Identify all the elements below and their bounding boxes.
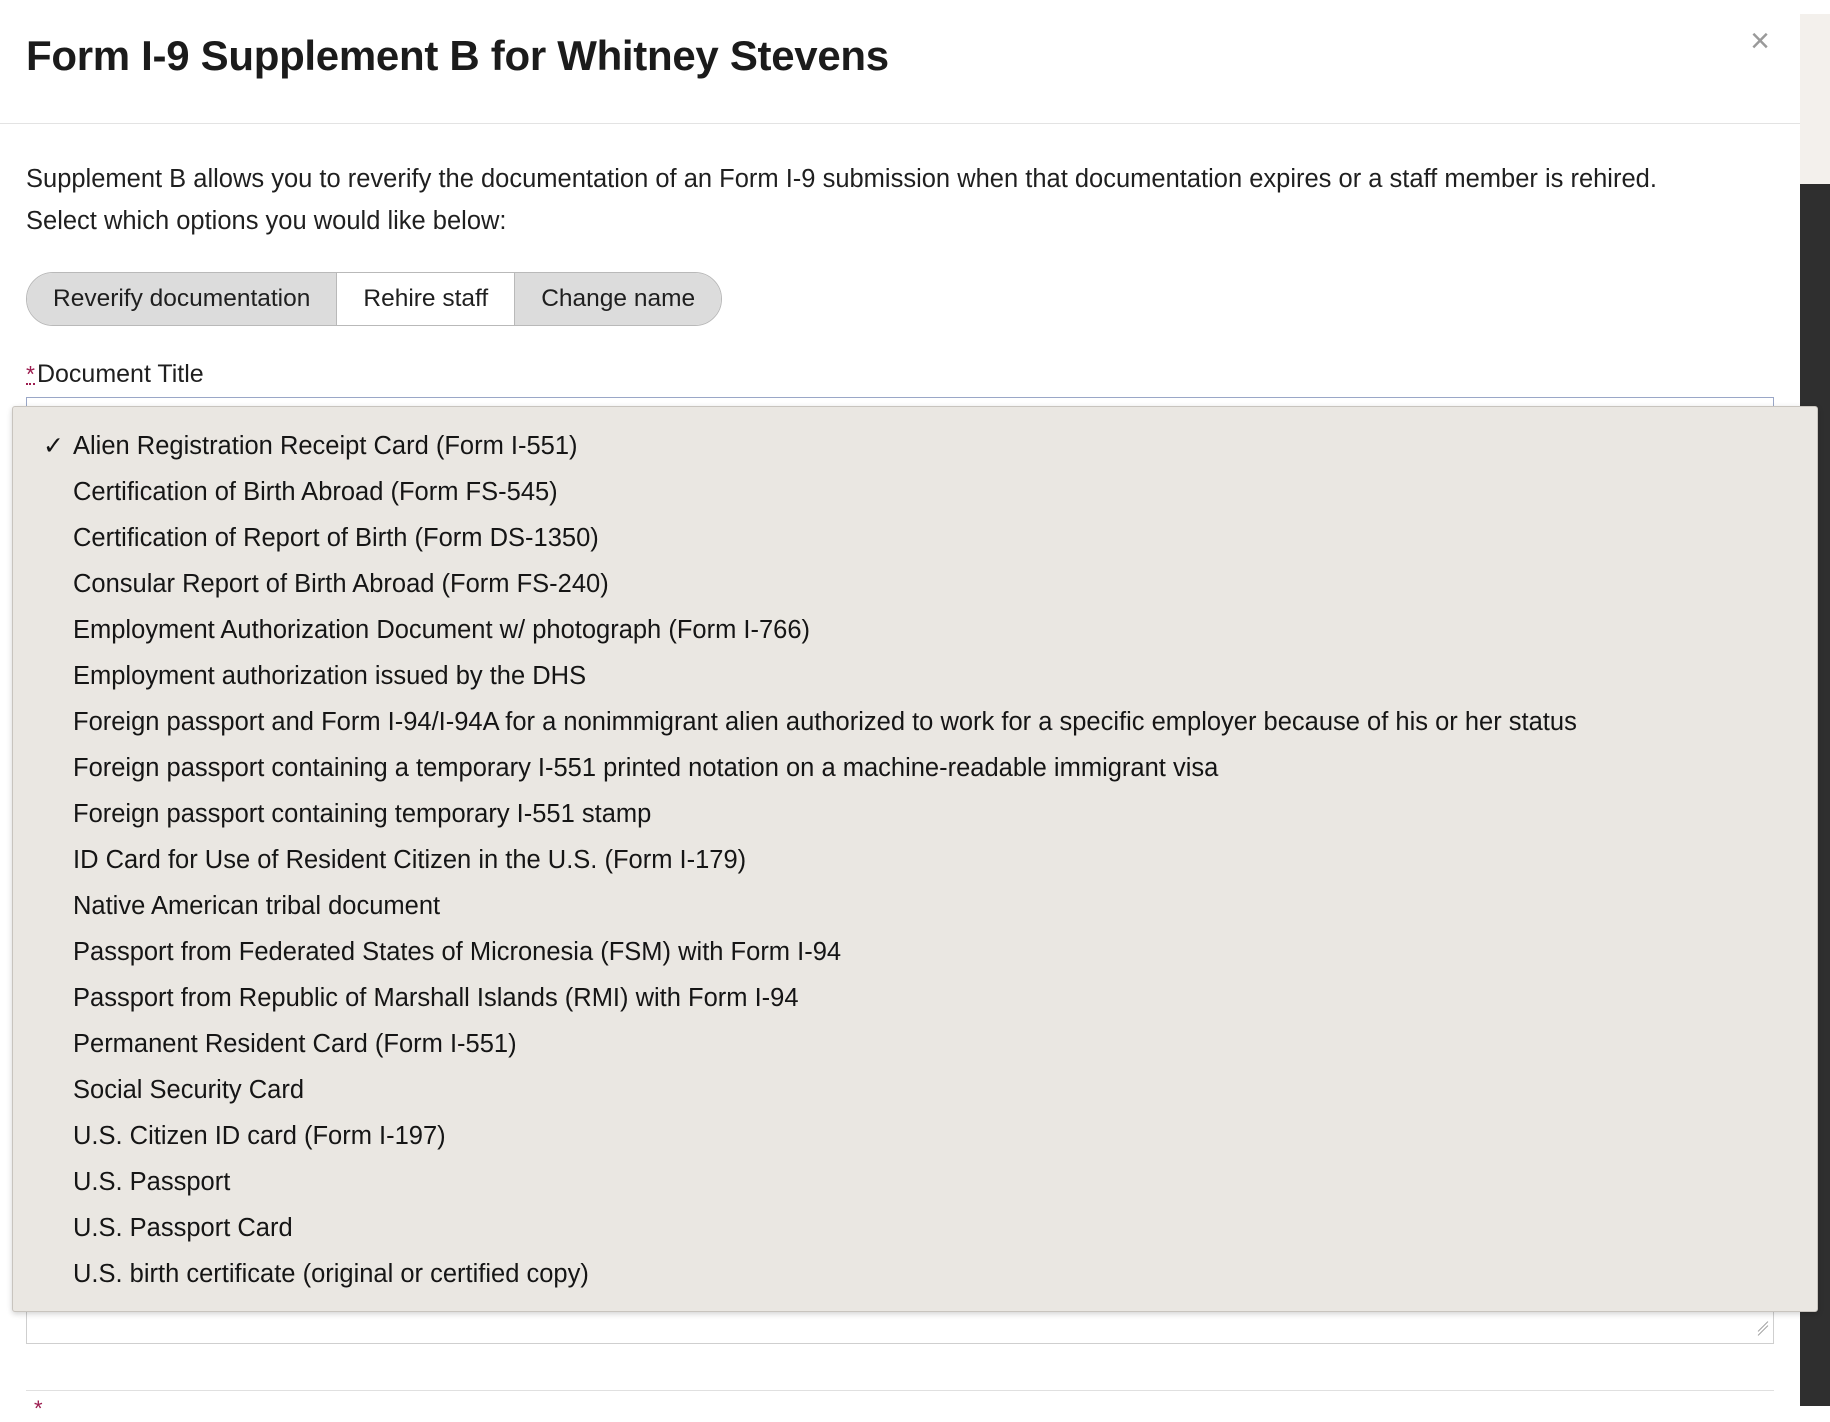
list-item[interactable] (13, 607, 1817, 653)
list-item[interactable] (13, 1159, 1817, 1205)
footer-required-asterisk-icon: * (34, 1396, 43, 1421)
footer-divider (26, 1390, 1774, 1391)
check-icon: ✓ (43, 432, 64, 460)
list-item[interactable] (13, 469, 1817, 515)
list-item[interactable] (13, 975, 1817, 1021)
list-item-label: U.S. birth certificate (original or certified copy) (73, 1260, 589, 1288)
list-item-label: Foreign passport and Form I-94/I-94A for a nonimmigrant alien authorized to work for a specific employer because of his or her status (73, 708, 1577, 736)
modal-header (0, 0, 1800, 124)
resize-handle-icon[interactable] (1756, 1326, 1770, 1340)
list-item-label: Social Security Card (73, 1076, 305, 1104)
list-item[interactable] (13, 745, 1817, 791)
list-item-label: Passport from Federated States of Micronesia (FSM) with Form I-94 (73, 938, 842, 966)
intro-text: Supplement B allows you to reverify the documentation of an Form I-9 submission when that documentation expires or a staff member is rehired. Select which options you would like below: (26, 165, 1657, 235)
document-title-label-text: Document Title (36, 360, 204, 388)
list-item-label: Alien Registration Receipt Card (Form I-551) (73, 432, 578, 460)
list-item[interactable] (13, 561, 1817, 607)
list-item-label: U.S. Passport (73, 1168, 231, 1196)
list-item-label: Employment authorization issued by the DHS (73, 662, 587, 690)
background-notch (1800, 0, 1830, 14)
background-panel-light (1800, 14, 1830, 184)
list-item-label: Foreign passport containing temporary I-551 stamp (73, 800, 652, 828)
document-title-label (26, 360, 1774, 389)
list-item-label: Native American tribal document (73, 892, 441, 920)
close-icon[interactable]: × (1750, 22, 1770, 60)
list-item[interactable] (13, 837, 1817, 883)
list-item[interactable] (13, 929, 1817, 975)
list-item-label: Permanent Resident Card (Form I-551) (73, 1030, 517, 1058)
document-title-dropdown-listbox[interactable] (12, 406, 1818, 1312)
segment-reverify-documentation[interactable]: Reverify documentation (27, 273, 337, 325)
list-item[interactable] (13, 1251, 1817, 1297)
list-item[interactable] (13, 791, 1817, 837)
list-item[interactable] (13, 699, 1817, 745)
list-item-label: Employment Authorization Document w/ photograph (Form I-766) (73, 616, 811, 644)
required-asterisk-icon: * (26, 361, 35, 387)
segment-rehire-staff[interactable]: Rehire staff (337, 273, 515, 325)
list-item[interactable] (13, 423, 1817, 469)
list-item-label: Passport from Republic of Marshall Islands (RMI) with Form I-94 (73, 984, 799, 1012)
list-item[interactable] (13, 1021, 1817, 1067)
list-item-label: Consular Report of Birth Abroad (Form FS-240) (73, 570, 609, 598)
option-segmented-control[interactable] (26, 272, 722, 326)
list-item-label: Certification of Birth Abroad (Form FS-545) (73, 478, 558, 506)
list-item[interactable] (13, 1205, 1817, 1251)
list-item[interactable] (13, 653, 1817, 699)
list-item-label: Certification of Report of Birth (Form DS-1350) (73, 524, 599, 552)
segment-change-name[interactable]: Change name (515, 273, 721, 325)
list-item[interactable] (13, 1067, 1817, 1113)
list-item[interactable] (13, 883, 1817, 929)
page-title: Form I-9 Supplement B for Whitney Stevens (26, 32, 889, 79)
list-item-label: U.S. Passport Card (73, 1214, 293, 1242)
list-item-label: U.S. Citizen ID card (Form I-197) (73, 1122, 446, 1150)
list-item[interactable] (13, 515, 1817, 561)
list-item[interactable] (13, 1113, 1817, 1159)
list-item-label: Foreign passport containing a temporary I-551 printed notation on a machine-readable immigrant visa (73, 754, 1219, 782)
list-item-label: ID Card for Use of Resident Citizen in the U.S. (Form I-179) (73, 846, 747, 874)
